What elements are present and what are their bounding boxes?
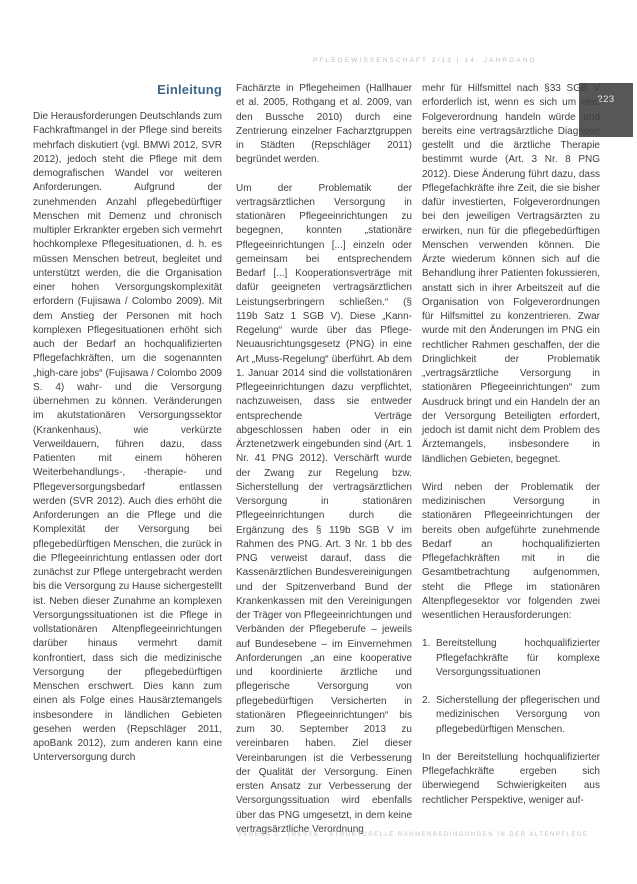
running-footer: VERENA C. TRESSE · STRUKTURELLE RAHMENBEDINGUNGEN IN DER ALTENPFLEGE — [238, 832, 589, 838]
list-item-text: Bereitstellung hochqualifizierter Pflegefachkräfte für komplexe Versorgungssituationen — [436, 638, 600, 678]
column-2 — [236, 82, 412, 837]
paragraph: Wird neben der Problematik der medizinischen Versorgung in stationären Pflegeeinrichtungen der bereits oben aufgeführte zunehmende Bedarf an hochqualifizierten Pflegefachkräften mit in die Gesamtbetrachtung aufgenommen, steht die Pflege im stationären Altenpflegesektor vor folgenden zwei wesentlichen Herausforderungen: — [422, 481, 600, 621]
paragraph: In der Bereitstellung hochqualifizierter Pflegefachkräfte ergeben sich überwiegend Schwierigkeiten aus rechtlicher Perspektive, weniger auf- — [422, 751, 600, 806]
list-item-number: 2. — [422, 695, 431, 706]
column-3 — [422, 82, 600, 808]
paragraph: Die Herausforderungen Deutschlands zum Fachkraftmangel in der Pflege sind bereits mehrfach diskutiert (vgl. BMWi 2012, SVR 2012), jedoch steht die Pflege mit dem demografischen Wandel vor weiteren Anforderungen. Aufgrund der zunehmenden Anzahl pflegebedürftiger Menschen mit Demenz und chronisch multipler Erkrankter ergeben sich vermehrt hochkomplexe Pflegesituationen, d. h. es müssen Menschen betreut, begleitet und unterstützt werden, die die Organisation einer hohen Versorgungskomplexität erfordern (Fujisawa / Colombo 2009). Mit dem Anstieg der Personen mit hoch komplexen Pflegesituationen erhöht sich auch der Bedarf an hochqualifizierten Pflegefachkräften, um die sogenannten „high-care jobs“ (Fujisawa / Colombo 2009 S. 4) wahr- und die Versorgung übernehmen zu können. Veränderungen im akutstationären Versorgungssektor (Krankenhaus), wie verkürzte Verweildauern, führen dazu, dass Patienten mit einem höheren Weiterbehandlungs-, -therapie- und Pflegeversorgungsbedarf entlassen werden (SVR 2012). Auch dies erhöht die Anforderungen an die Pflege und die Komplexität der Versorgung bei pflegebedürftigen Menschen, die zurück in die Pflegeeinrichtung entlassen oder dort zunächst zur Pflege untergebracht werden bis die Versorgung zu Hause sichergestellt ist. Neben dieser Zunahme an komplexen Versorgungssituationen ist die Pflege in vollstationären Altenpflegeeinrichtungen darüber hinaus vermehrt damit konfrontiert, dass sich die medizinische Versorgung der pflegebedürftigen Menschen erschwert. Dies kann zum einen als Folge eines Hausärztemangels insbesondere in ländlichen Gebieten gesehen werden (Repschläger 2011, apoBank 2012), zum anderen kann eine Unterversorgung durch — [33, 111, 222, 764]
paragraph: mehr für Hilfsmittel nach §33 SGB V erforderlich ist, wenn es sich um eine Folgeverordnung handeln würde und bereits eine vertragsärztliche Diagnose gestellt und die ärztliche Therapie bestimmt wurde (Art. 3 Nr. 8 PNG 2012). Diese Änderung führt dazu, dass Pflegefachkräfte ihre Zeit, die sie bisher dafür investierten, Folgeverordnungen bei den jeweiligen Vertragsärzten zu erwirken, nun für die pflegebedürftigen Menschen verwenden können. Die Ärzte wiederum können sich auf die Behandlung ihrer Patienten fokussieren, anstatt sich in ihrer Arbeitszeit auf die Organisation von Folgeverordnungen für Hilfsmittel zu konzentrieren. Zwar wurde mit den Änderungen im PNG ein rechtlicher Rahmen geschaffen, der die Dringlichkeit der Problematik „vertragsärztliche Versorgung in stationären Pflegeeinrichtungen“ zum Ausdruck bringt und ein Handeln der an der Versorgung Beteiligten erfordert, jedoch ist damit nicht dem Problem des Ärztemangels, insbesondere in ländlichen Gebieten, begegnet. — [422, 83, 600, 465]
paragraph: Fachärzte in Pflegeheimen (Hallhauer et al. 2005, Rothgang et al. 2009, van den Bussche 2010) durch eine Zentrierung einzelner Facharztgruppen in Städten (Repschläger 2011) begründet werden. — [236, 83, 412, 166]
section-heading: Einleitung — [157, 82, 222, 97]
paragraph: Um der Problematik der vertragsärztlichen Versorgung in stationären Pflegeeinrichtungen zu begegnen, konnten „stationäre Pflegeeinrichtungen [...] einzeln oder gemeinsam bei entsprechendem Bedarf [...] Kooperationsverträge mit dafür geeigneten vertragsärztlichen Leistungserbringern schließen.“ (§ 119b Satz 1 SGB V). Diese „Kann-Regelung“ wurde über das Pflege-Neuausrichtungsgesetz (PNG) in eine Art „Muss-Regelung“ überführt. Ab dem 1. Januar 2014 sind die vollstationären Pflegeeinrichtungen dazu verpflichtet, nachzuweisen, dass sie entweder entsprechende Verträge abgeschlossen haben oder in ein Ärztenetzwerk eingebunden sind (Art. 1 Nr. 41 PNG 2012). Verschärft wurde der Zwang zur Regelung bzw. Sicherstellung der vertragsärztlichen Versorgung in stationären Pflegeeinrichtungen durch die Ergänzung des § 119b SGB V im Rahmen des PNG. Art. 3 Nr. 1 bb des PNG verweist darauf, dass die Kassenärztlichen Bundesvereinigungen und der Spitzenverband Bund der Krankenkassen mit den Vereinigungen der Träger von Pflegeeinrichtungen und Verbänden der Pflegeberufe – jeweils auf Bundesebene – im Einvernehmen Anforderungen „an eine kooperative und koordinierte ärztliche und pflegerische Versorgung von pflegebedürftigen Versicherten in stationären Pflegeeinrichtungen“ bis zum 30. September 2013 zu vereinbaren haben. Ziel dieser Vereinbarungen ist die Verbesserung der Qualität der Versorgung. Einen ersten Ansatz zur Verbesserung der Versorgungssituation wird ebenfalls über das PNG umgesetzt, in dem keine vertragsärztliche Verordnung — [236, 182, 412, 835]
column-1 — [33, 82, 222, 766]
page-number: 223 — [597, 94, 615, 105]
article-columns — [33, 82, 600, 837]
list-item — [422, 637, 600, 680]
list-item — [422, 694, 600, 737]
list-item-number: 1. — [422, 638, 431, 650]
list-item-text: Sicherstellung der pflegerischen und medizinischen Versorgung von pflegebedürftigen Menschen. — [436, 695, 600, 735]
journal-header-line: PFLEGEWISSENSCHAFT 2/13 | 14. JAHRGANG — [313, 57, 537, 64]
